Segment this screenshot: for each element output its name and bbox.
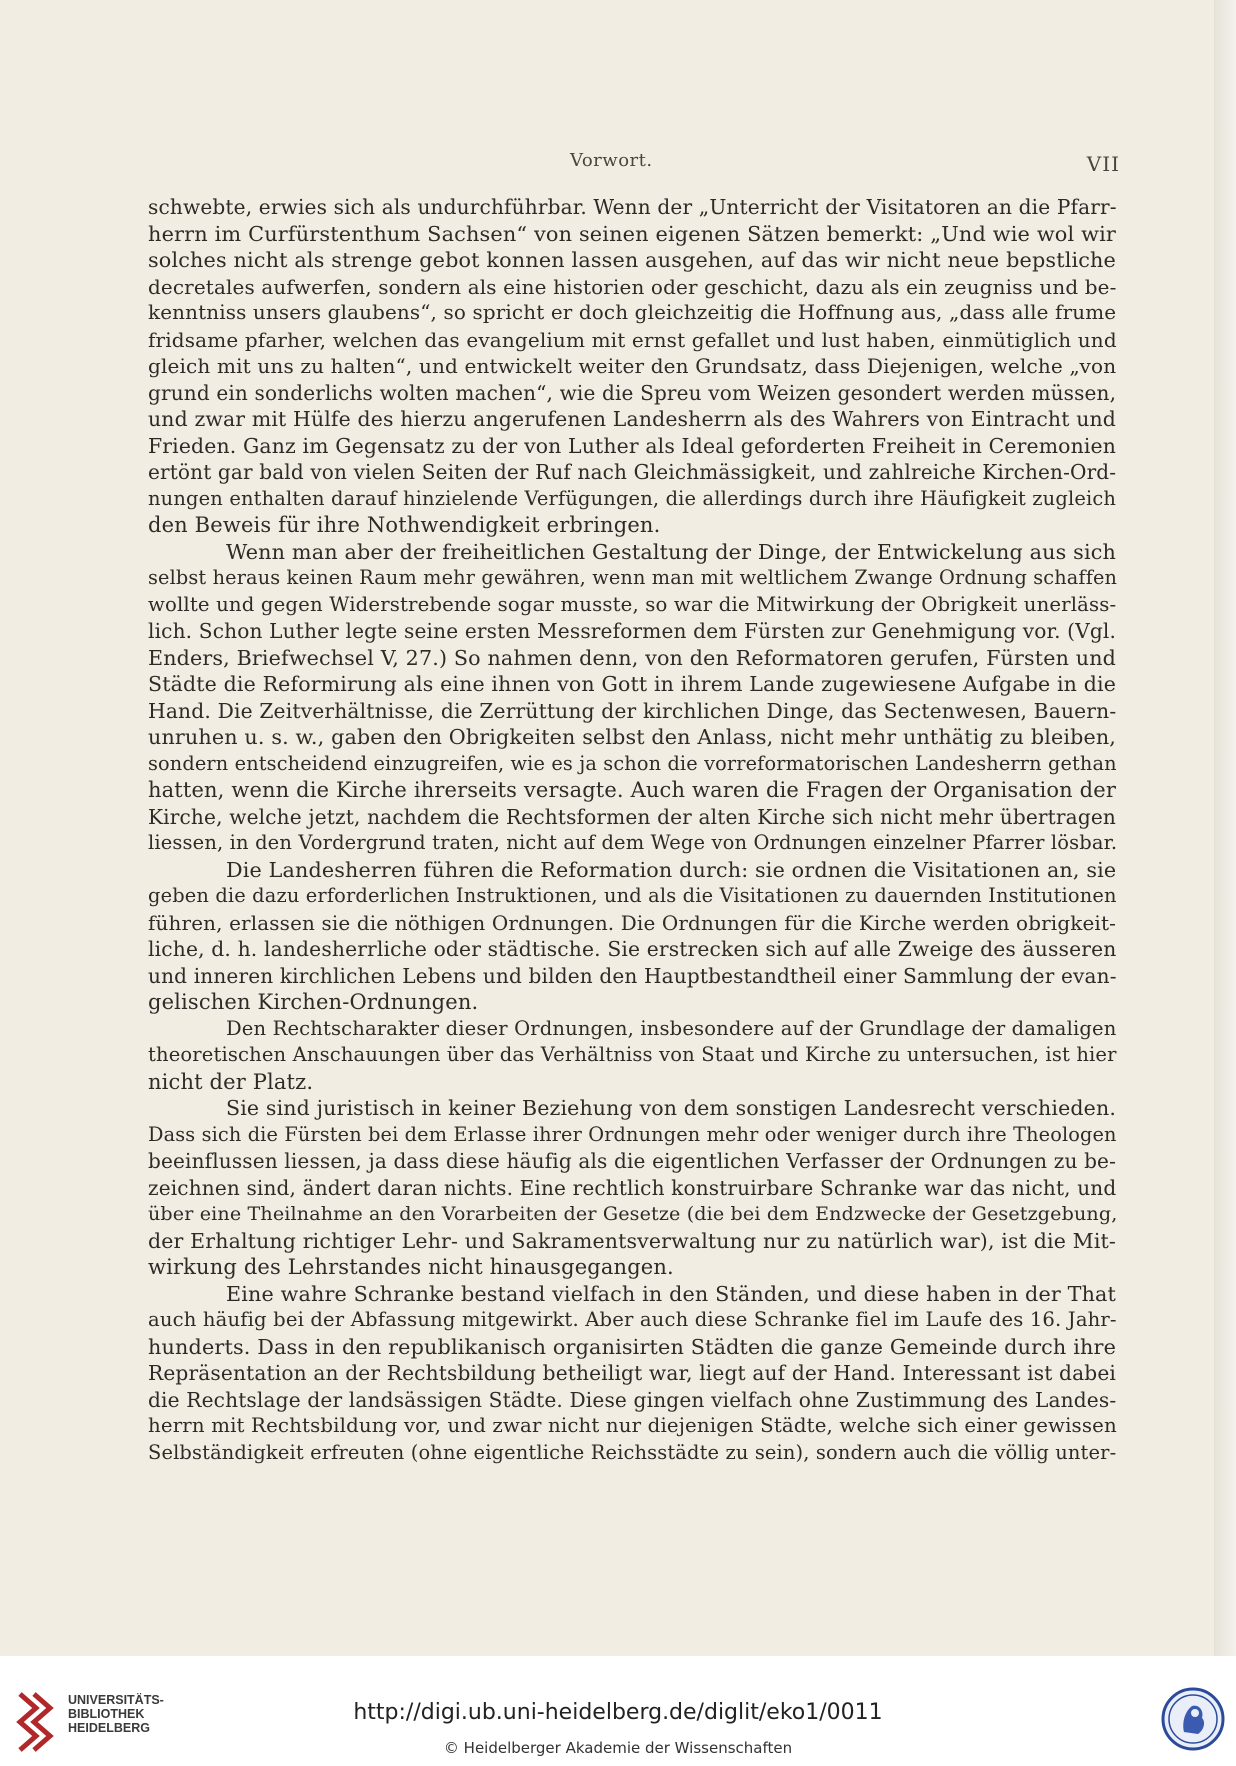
text-line: und inneren kirchlichen Lebens und bilden den Hauptbestandtheil einer Sammlung der evan- bbox=[148, 963, 1117, 988]
text-line: selbst heraus keinen Raum mehr gewähren, wenn man mit weltlichem Zwange Ordnung schaffen bbox=[148, 566, 1118, 589]
page-edge-shadow bbox=[1214, 0, 1236, 1656]
text-line: nungen enthalten darauf hinzielende Verfügungen, die allerdings durch ihre Häufigkeit zugleich bbox=[148, 486, 1117, 510]
paragraph bbox=[148, 1095, 1116, 1281]
paragraph bbox=[148, 1281, 1116, 1467]
text-line: hatten, wenn die Kirche ihrerseits versagte. Auch waren die Fragen der Organisation der bbox=[148, 778, 1116, 802]
text-line: zeichnen sind, ändert daran nichts. Eine rechtlich konstruirbare Schranke war das nicht, und bbox=[148, 1175, 1117, 1200]
text-line: Eine wahre Schranke bestand vielfach in den Ständen, und diese haben in der That bbox=[226, 1281, 1116, 1306]
text-line: herrn im Curfürstenthum Sachsen“ von seinen eigenen Sätzen bemerkt: „Und wie wol wir bbox=[148, 221, 1116, 246]
text-line: hunderts. Dass in den republikanisch organisirten Städten die ganze Gemeinde durch ihre bbox=[148, 1334, 1116, 1359]
text-line: Kirche, welche jetzt, nachdem die Rechtsformen der alten Kirche sich nicht mehr übertragen bbox=[148, 804, 1116, 829]
text-line: fridsame pfarher, welchen das evangelium mit ernst gefallet und lust haben, einmütiglich und bbox=[148, 327, 1117, 352]
text-line: gelischen Kirchen-Ordnungen. bbox=[148, 990, 479, 1014]
paragraph bbox=[148, 194, 1116, 539]
page-number: VII bbox=[1086, 152, 1120, 176]
library-name-line: BIBLIOTHEK bbox=[68, 1707, 145, 1721]
paragraph bbox=[148, 1016, 1116, 1096]
copyright-notice: © Heidelberger Akademie der Wissenschaften bbox=[443, 1739, 793, 1757]
permalink-url[interactable]: http://digi.ub.uni-heidelberg.de/diglit/eko1/0011 bbox=[353, 1700, 883, 1725]
text-line: über eine Theilnahme an den Vorarbeiten der Gesetze (die bei dem Endzwecke der Gesetzgebung, bbox=[148, 1203, 1118, 1225]
text-line: Repräsentation an der Rechtsbildung betheiligt war, liegt auf der Hand. Interessant ist dabei bbox=[148, 1361, 1116, 1385]
text-line: liessen, in den Vordergrund traten, nicht auf dem Wege von Ordnungen einzelner Pfarrer lösbar. bbox=[148, 831, 1118, 854]
text-line: Die Landesherren führen die Reformation durch: sie ordnen die Visitationen an, sie bbox=[226, 857, 1117, 882]
library-name-line: HEIDELBERG bbox=[68, 1721, 150, 1735]
text-line: Selbständigkeit erfreuten (ohne eigentliche Reichsstädte zu sein), sondern auch die völlig unter- bbox=[148, 1440, 1117, 1464]
body-text bbox=[148, 194, 1116, 1466]
text-line: Hand. Die Zeitverhältnisse, die Zerrüttung der kirchlichen Dinge, das Sectenwesen, Bauern- bbox=[148, 698, 1117, 723]
text-line: Den Rechtscharakter dieser Ordnungen, insbesondere auf der Grundlage der damaligen bbox=[226, 1016, 1117, 1040]
text-line: und zwar mit Hülfe des hierzu angerufenen Landesherrn als des Wahrers von Eintracht und bbox=[148, 407, 1116, 431]
text-line: die Rechtslage der landsässigen Städte. Diese gingen vielfach ohne Zustimmung des Landes- bbox=[148, 1387, 1117, 1412]
paragraph bbox=[148, 857, 1116, 1016]
text-line: Frieden. Ganz im Gegensatz zu der von Luther als Ideal geforderten Freiheit in Ceremonien bbox=[148, 433, 1116, 458]
text-line: ertönt gar bald von vielen Seiten der Ruf nach Gleichmässigkeit, und zahlreiche Kirchen-Ord- bbox=[148, 460, 1117, 484]
text-line: auch häufig bei der Abfassung mitgewirkt. Aber auch diese Schranke fiel im Laufe des 16. Jahr- bbox=[148, 1308, 1117, 1331]
text-line: gleich mit uns zu halten“, und entwickelt weiter den Grundsatz, dass Diejenigen, welche „von bbox=[148, 354, 1117, 378]
text-line: nicht der Platz. bbox=[148, 1069, 314, 1094]
text-line: Enders, Briefwechsel V, 27.) So nahmen denn, von den Reformatoren gerufen, Fürsten und bbox=[148, 645, 1116, 670]
text-line: den Beweis für ihre Nothwendigkeit erbringen. bbox=[148, 513, 661, 537]
text-line: der Erhaltung richtiger Lehr- und Sakramentsverwaltung nur zu natürlich war), ist die Mit- bbox=[148, 1228, 1116, 1253]
text-line: wirkung des Lehrstandes nicht hinausgegangen. bbox=[148, 1255, 674, 1279]
text-line: liche, d. h. landesherrliche oder städtische. Sie erstrecken sich auf alle Zweige des äusseren bbox=[148, 937, 1117, 961]
text-line: kenntniss unsers glaubens“, so spricht er doch gleichzeitig die Hoffnung aus, „dass alle frume bbox=[148, 301, 1117, 324]
text-line: Sie sind juristisch in keiner Beziehung von dem sonstigen Landesrecht verschieden. bbox=[226, 1096, 1116, 1120]
text-line: decretales aufwerfen, sondern als eine historien oder geschicht, dazu als ein zeugniss und be- bbox=[148, 274, 1117, 299]
header-title: Vorwort. bbox=[570, 150, 653, 171]
library-name-line: UNIVERSITÄTS- bbox=[68, 1693, 164, 1707]
text-line: grund ein sonderlichs wolten machen“, wie die Spreu vom Weizen gesondert werden müssen, bbox=[148, 380, 1117, 405]
text-line: wollte und gegen Widerstrebende sogar musste, so war die Mitwirkung der Obrigkeit unerläss- bbox=[148, 592, 1117, 616]
text-line: lich. Schon Luther legte seine ersten Messreformen dem Fürsten zur Genehmigung vor. (Vgl. bbox=[148, 619, 1116, 643]
text-line: unruhen u. s. w., gaben den Obrigkeiten selbst den Anlass, nicht mehr unthätig zu bleiben, bbox=[148, 725, 1116, 749]
text-line: theoretischen Anschauungen über das Verhältniss von Staat und Kirche zu untersuchen, ist hier bbox=[148, 1043, 1117, 1066]
text-line: geben die dazu erforderlichen Instruktionen, und als die Visitationen zu dauernden Institutionen bbox=[148, 884, 1117, 907]
academy-seal-icon bbox=[1160, 1686, 1226, 1752]
text-line: führen, erlassen sie die nöthigen Ordnungen. Die Ordnungen für die Kirche werden obrigkeit- bbox=[148, 910, 1116, 935]
text-line: solches nicht als strenge gebot konnen lassen ausgehen, auf das wir nicht neue bepstliche bbox=[148, 248, 1116, 272]
text-line: beeinflussen liessen, ja dass diese häufig als die eigentlichen Verfasser der Ordnungen zu be- bbox=[148, 1149, 1116, 1173]
text-line: schwebte, erwies sich als undurchführbar. Wenn der „Unterricht der Visitatoren an die Pfarr- bbox=[148, 195, 1117, 219]
text-line: Dass sich die Fürsten bei dem Erlasse ihrer Ordnungen mehr oder weniger durch ihre Theologen bbox=[148, 1122, 1117, 1146]
text-line: sondern entscheidend einzugreifen, wie es ja schon die vorreformatorischen Landesherrn gethan bbox=[148, 751, 1117, 775]
paragraph bbox=[148, 539, 1116, 857]
text-line: Wenn man aber der freiheitlichen Gestaltung der Dinge, der Entwickelung aus sich bbox=[226, 539, 1116, 564]
text-line: herrn mit Rechtsbildung vor, und zwar nicht nur diejenigen Städte, welche sich einer gewissen bbox=[148, 1414, 1117, 1437]
running-header bbox=[150, 148, 1120, 184]
text-line: Städte die Reformirung als eine ihnen von Gott in ihrem Lande zugewiesene Aufgabe in die bbox=[148, 672, 1116, 696]
footer bbox=[0, 1656, 1236, 1766]
